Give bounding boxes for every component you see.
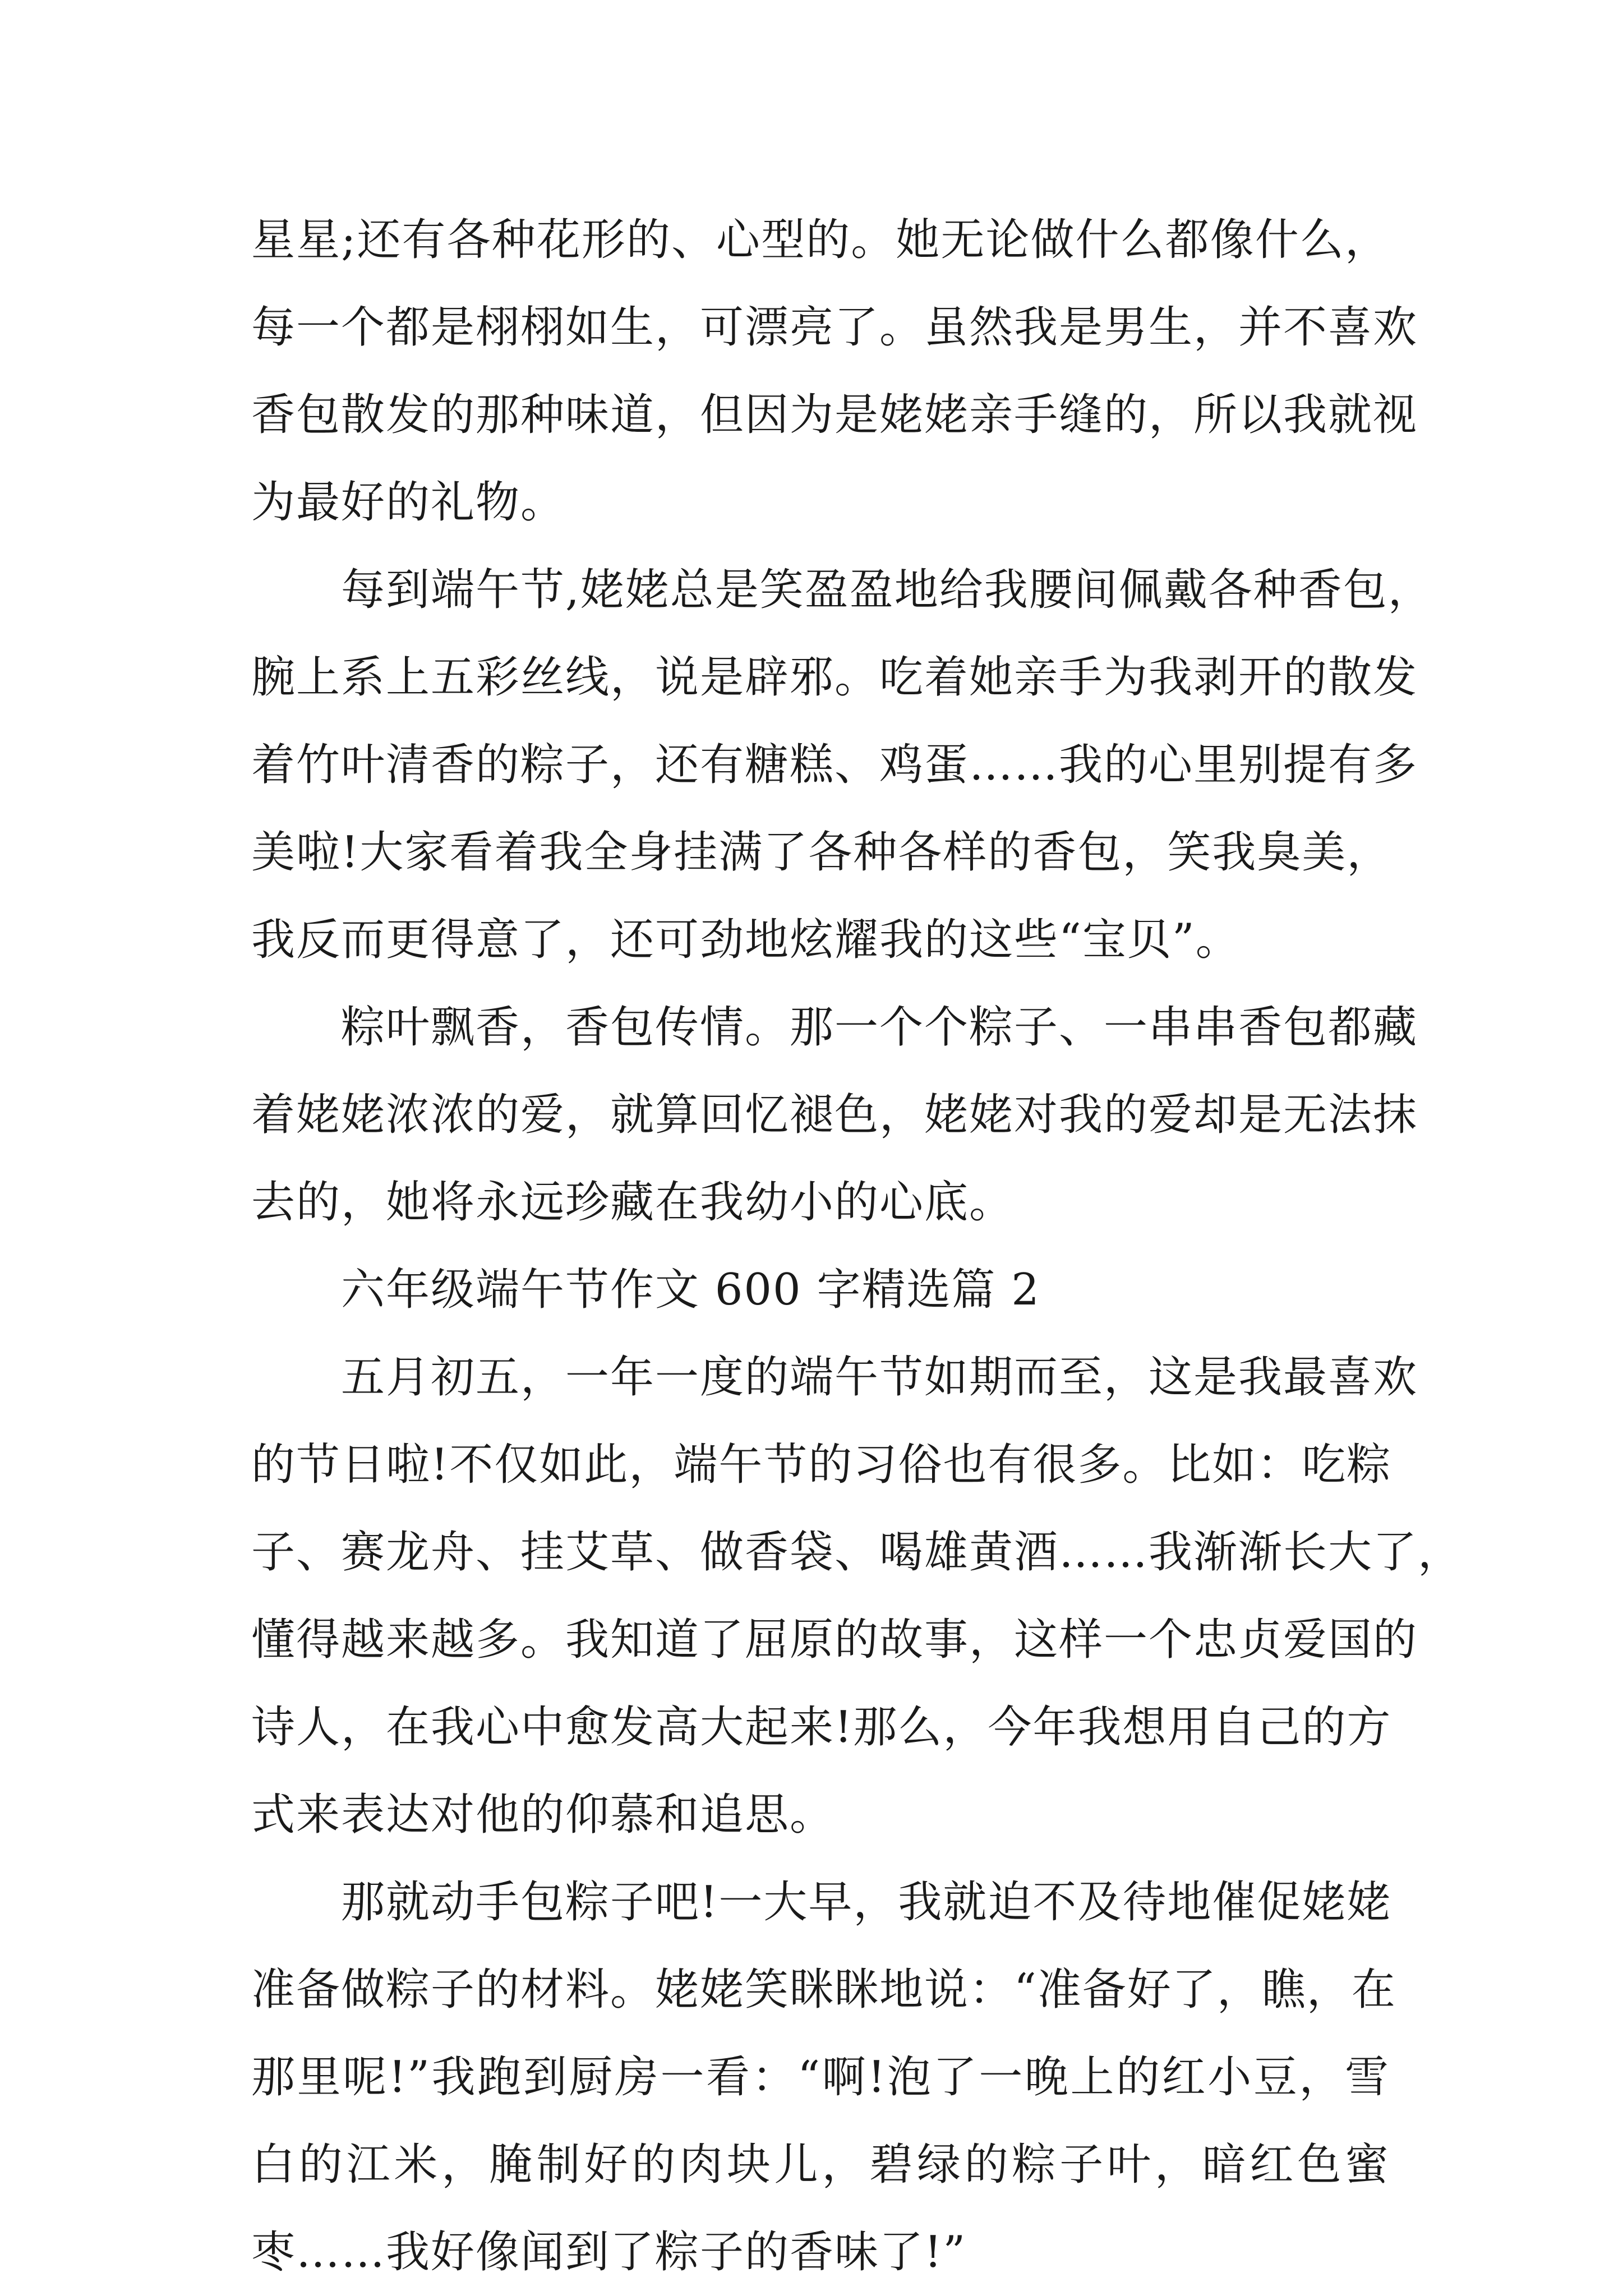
text-line: 着竹叶清香的粽子，还有糖糕、鸡蛋……我的心里别提有多: [251, 740, 1418, 790]
text-line: 式来表达对他的仰慕和追思。: [251, 1790, 835, 1840]
text-line: 腕上系上五彩丝线，说是辟邪。吃着她亲手为我剥开的散发: [251, 652, 1418, 703]
text-line: 懂得越来越多。我知道了屈原的故事，这样一个忠贞爱国的: [251, 1615, 1418, 1665]
article-body: [251, 196, 1463, 2296]
text-line: 香包散发的那种味道，但因为是姥姥亲手缝的，所以我就视: [251, 390, 1418, 440]
text-line: 美啦!大家看着我全身挂满了各种各样的香包，笑我臭美，: [251, 827, 1392, 878]
text-line: 着姥姥浓浓的爱，就算回忆褪色，姥姥对我的爱却是无法抹: [251, 1090, 1418, 1140]
text-line: 粽叶飘香，香包传情。那一个个粽子、一串串香包都藏: [341, 1002, 1418, 1053]
text-line: 那里呢!”我跑到厨房一看：“啊!泡了一晚上的红小豆，雪: [251, 2052, 1390, 2103]
text-line: 六年级端午节作文 600 字精选篇 2: [341, 1265, 1040, 1315]
text-line: 我反而更得意了，还可劲地炫耀我的这些“宝贝”。: [251, 915, 1241, 965]
text-line: 诗人，在我心中愈发高大起来!那么，今年我想用自己的方: [251, 1702, 1392, 1753]
text-line: 五月初五，一年一度的端午节如期而至，这是我最喜欢: [341, 1352, 1418, 1403]
text-line: 每到端午节,姥姥总是笑盈盈地给我腰间佩戴各种香包，: [341, 565, 1433, 615]
text-line: 准备做粽子的材料。姥姥笑眯眯地说：“准备好了，瞧，在: [251, 1965, 1396, 2015]
text-line: 去的，她将永远珍藏在我幼小的心底。: [251, 1177, 1015, 1228]
text-line: 枣……我好像闻到了粽子的香味了!”: [251, 2227, 967, 2277]
text-line: 白的江米，腌制好的肉块儿，碧绿的粽子叶，暗红色蜜: [251, 2140, 1390, 2190]
text-line: 每一个都是栩栩如生，可漂亮了。虽然我是男生，并不喜欢: [251, 302, 1418, 353]
text-line: 为最好的礼物。: [251, 477, 566, 528]
text-line: 的节日啦!不仅如此，端午节的习俗也有很多。比如：吃粽: [251, 1440, 1392, 1490]
text-line: 星星;还有各种花形的、心型的。她无论做什么都像什么，: [251, 215, 1390, 265]
text-line: 那就动手包粽子吧!一大早，我就迫不及待地催促姥姥: [341, 1877, 1392, 1928]
text-line: 子、赛龙舟、挂艾草、做香袋、喝雄黄酒……我渐渐长大了，: [251, 1527, 1463, 1578]
